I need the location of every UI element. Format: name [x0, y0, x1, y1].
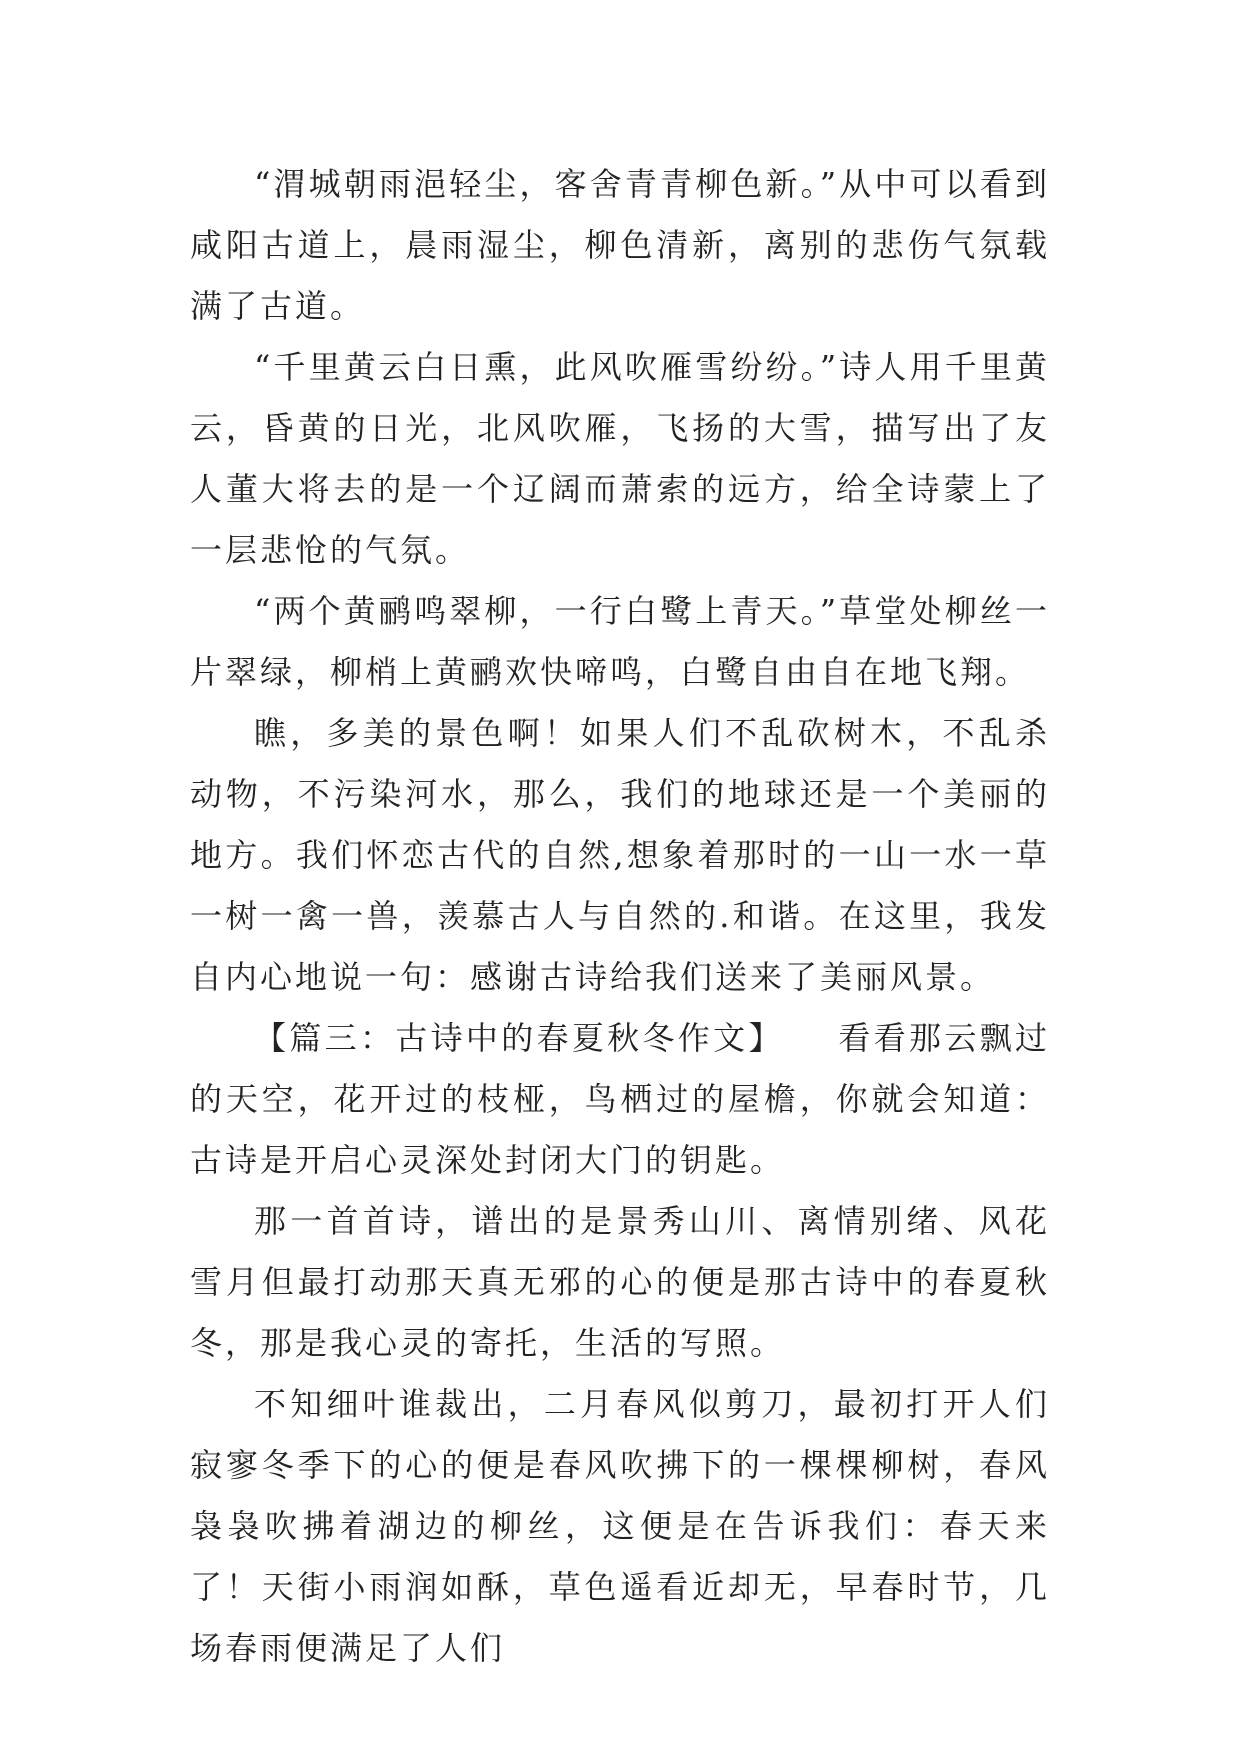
document-body: [190, 154, 1050, 1679]
paragraph-7: 不知细叶谁裁出，二月春风似剪刀，最初打开人们寂寥冬季下的心的便是春风吹拂下的一棵棵柳树，春风袅袅吹拂着湖边的柳丝，这便是在告诉我们：春天来了！天街小雨润如酥，草色遥看近却无，早春时节，几场春雨便满足了人们: [190, 1385, 1050, 1667]
paragraph-3: “两个黄鹂鸣翠柳，一行白鹭上青天。”草堂处柳丝一片翠绿，柳梢上黄鹂欢快啼鸣，白鹭自由自在地飞翔。: [190, 592, 1050, 691]
paragraph-6: 那一首首诗，谱出的是景秀山川、离情别绪、风花雪月但最打动那天真无邪的心的便是那古诗中的春夏秋冬，那是我心灵的寄托，生活的写照。: [190, 1202, 1050, 1362]
paragraph-5-section-title: 【篇三：古诗中的春夏秋冬作文】 看看那云飘过的天空，花开过的枝桠，鸟栖过的屋檐，你就会知道：古诗是开启心灵深处封闭大门的钥匙。: [190, 1019, 1050, 1179]
paragraph-1: “渭城朝雨浥轻尘，客舍青青柳色新。”从中可以看到咸阳古道上，晨雨湿尘，柳色清新，离别的悲伤气氛载满了古道。: [190, 165, 1050, 325]
paragraph-2: “千里黄云白日熏，此风吹雁雪纷纷。”诗人用千里黄云，昏黄的日光，北风吹雁，飞扬的大雪，描写出了友人董大将去的是一个辽阔而萧索的远方，给全诗蒙上了一层悲怆的气氛。: [190, 348, 1050, 569]
paragraph-4: 瞧，多美的景色啊！如果人们不乱砍树木，不乱杀动物，不污染河水，那么，我们的地球还是一个美丽的地方。我们怀恋古代的自然,想象着那时的一山一水一草一树一禽一兽，羡慕古人与自然的.和谐。在这里，我发自内心地说一句：感谢古诗给我们送来了美丽风景。: [190, 714, 1050, 996]
